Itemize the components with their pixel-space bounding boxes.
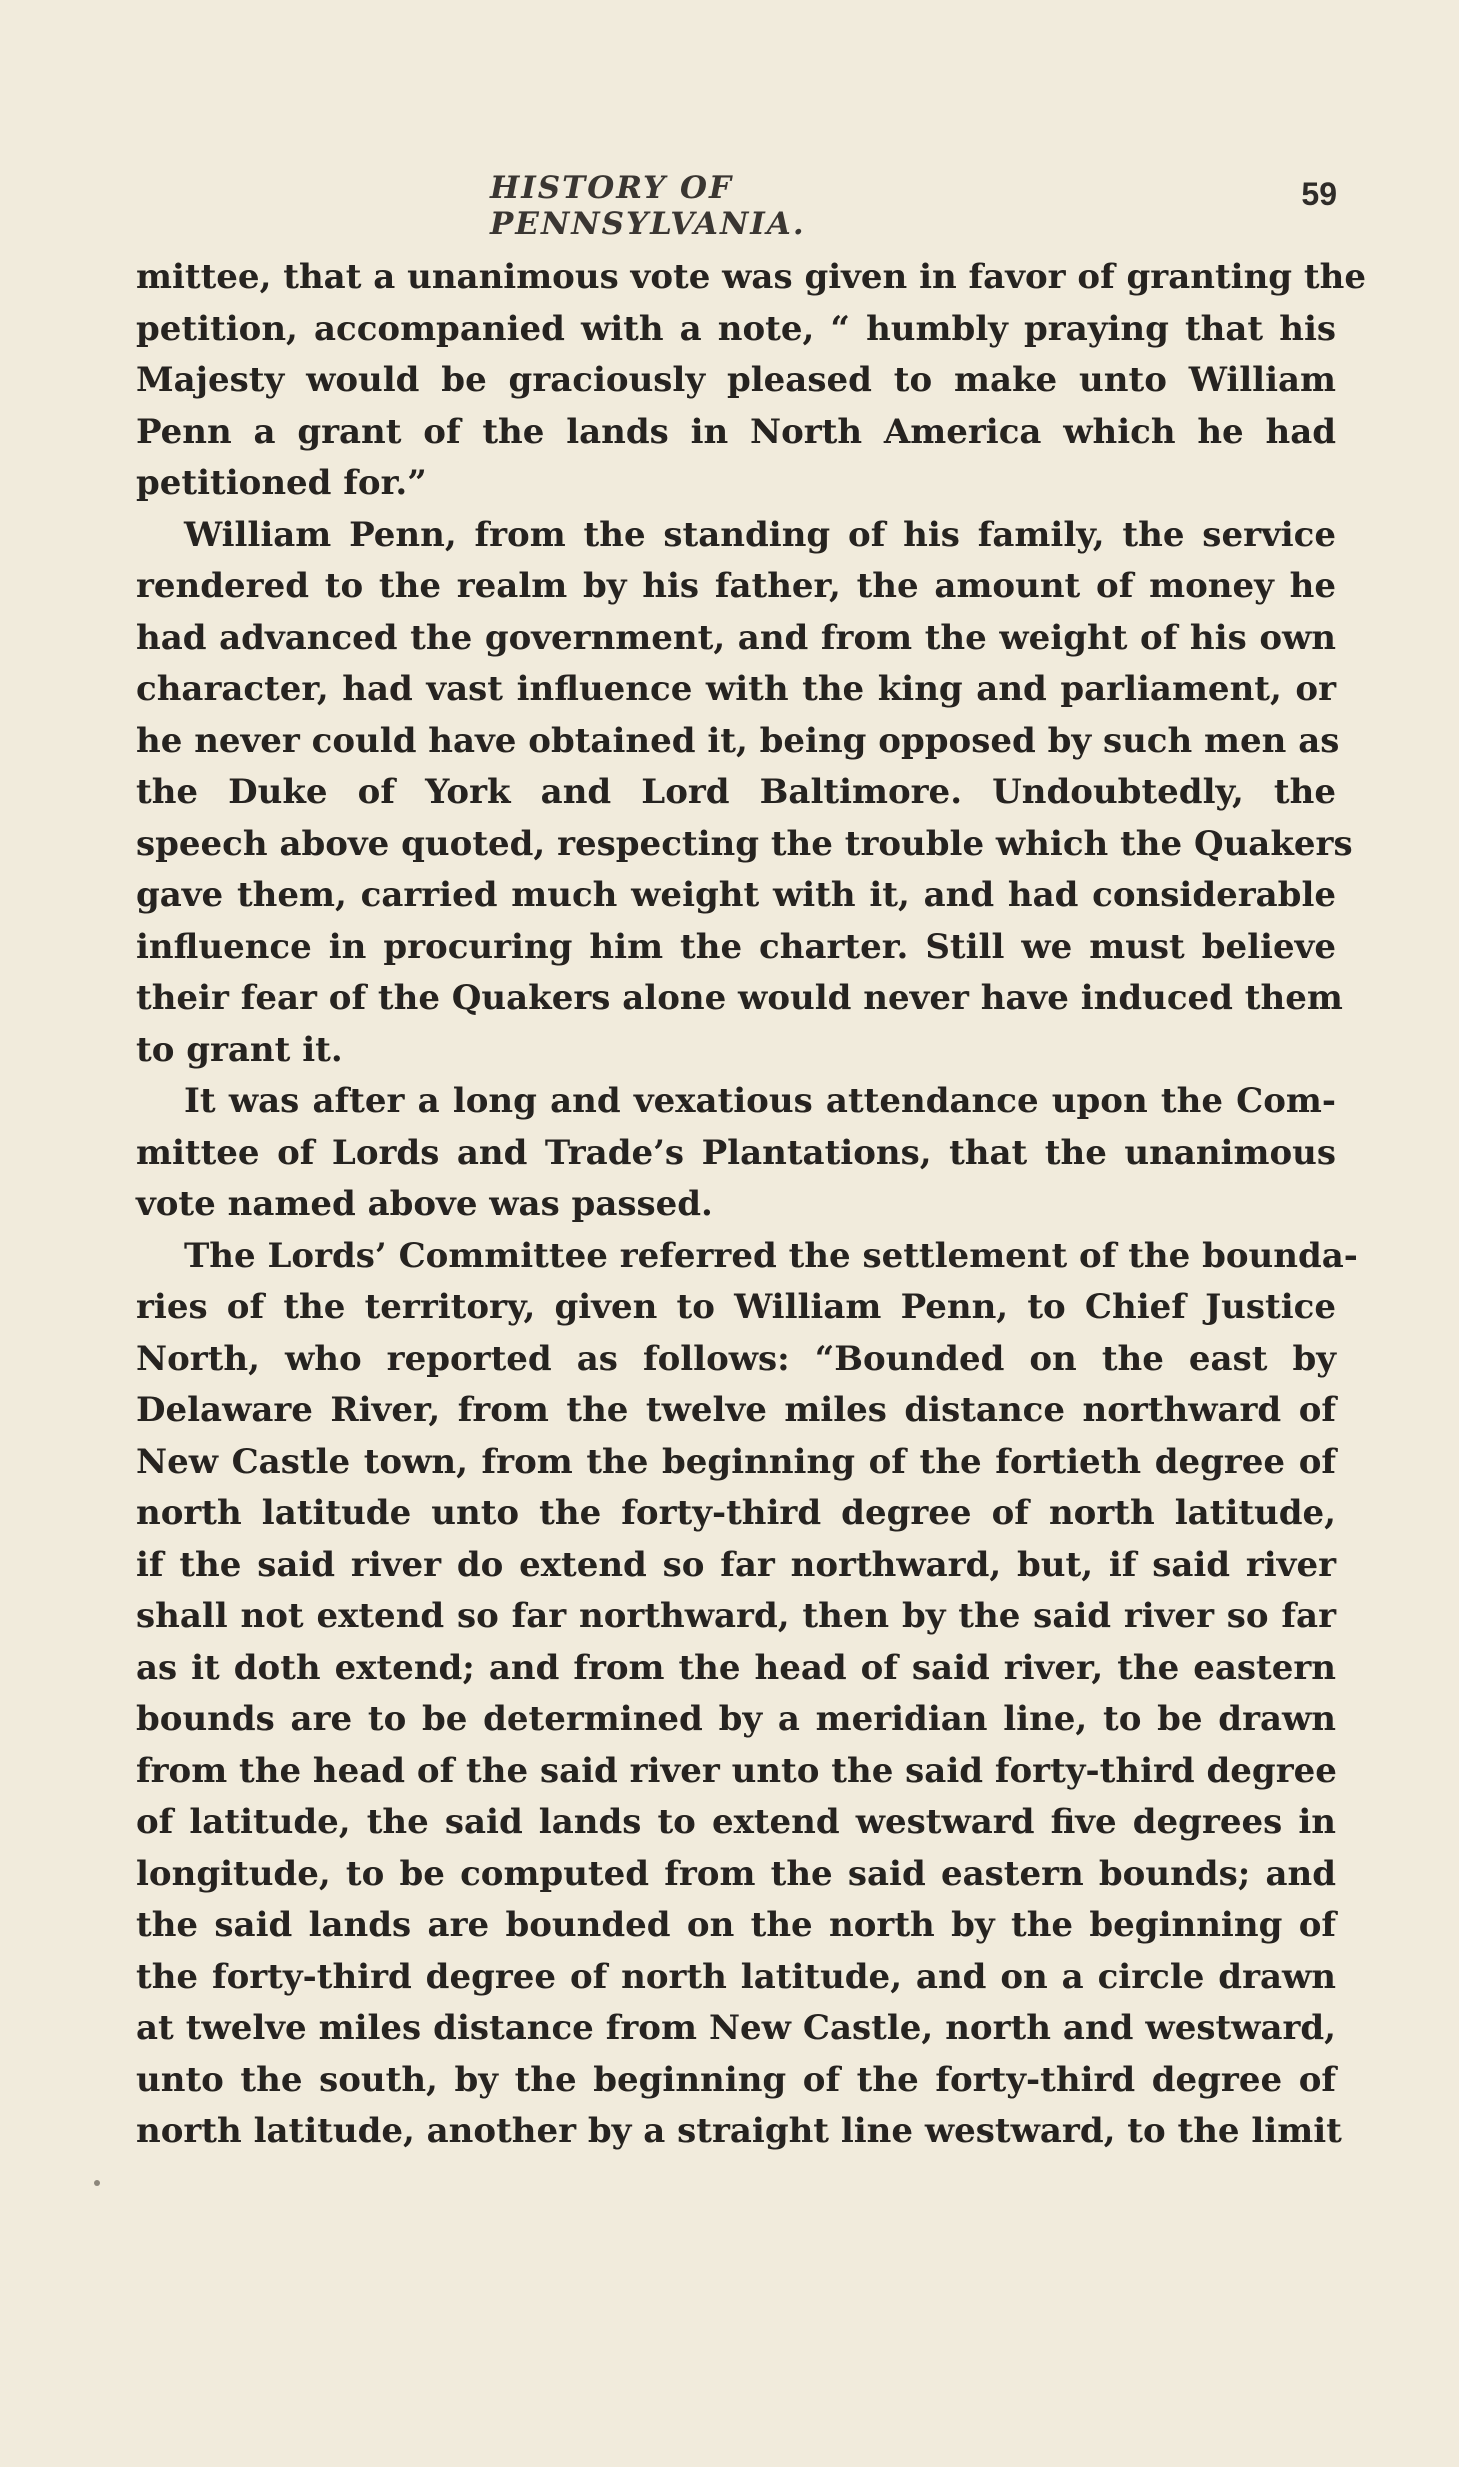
text-line: their fear of the Quakers alone would never have induced them [136, 978, 1343, 1018]
text-line: he never could have obtained it, being opposed by such men as [136, 720, 1340, 761]
body-text [136, 252, 1366, 2158]
text-line: ries of the territory, given to William Penn, to Chief Justice [136, 1287, 1336, 1327]
text-line: vote named above was passed. [136, 1184, 713, 1224]
text-line: at twelve miles distance from New Castle, north and westward, [136, 2008, 1336, 2048]
text-line: north latitude, another by a straight line westward, to the limit [136, 2111, 1342, 2151]
text-line: the Duke of York and Lord Baltimore. Undoubtedly, the [136, 772, 1336, 812]
text-line: bounds are to be determined by a meridian line, to be drawn [136, 1699, 1336, 1739]
text-line: gave them, carried much weight with it, and had considerable [136, 875, 1336, 915]
text-line: longitude, to be computed from the said eastern bounds; and [136, 1853, 1336, 1894]
text-line: Delaware River, from the twelve miles distance northward of [136, 1390, 1336, 1430]
text-line: the said lands are bounded on the north by the beginning of [136, 1905, 1336, 1945]
paragraph-start-line: It was after a long and vexatious attendance upon the Com- [184, 1081, 1336, 1121]
text-line: mittee, that a unanimous vote was given in favor of granting the [136, 257, 1366, 297]
text-line: North, who reported as follows: “Bounded on the east by [136, 1338, 1336, 1379]
page-speck [94, 2180, 100, 2186]
text-line: north latitude unto the forty-third degree of north latitude, [136, 1493, 1336, 1533]
text-line: if the said river do extend so far northward, but, if said river [136, 1544, 1336, 1585]
text-line: petitioned for.” [136, 463, 427, 503]
text-line: rendered to the realm by his father, the amount of money he [136, 566, 1336, 606]
paragraph-start-line: The Lords’ Committee referred the settlement of the bounda- [184, 1235, 1358, 1276]
text-line: influence in procuring him the charter. Still we must believe [136, 926, 1336, 967]
text-line: character, had vast influence with the king and parliament, or [136, 669, 1336, 709]
text-line: unto the south, by the beginning of the forty-third degree of [136, 2059, 1336, 2100]
text-line: shall not extend so far northward, then by the said river so far [136, 1596, 1336, 1636]
text-line: speech above quoted, respecting the trouble which the Quakers [136, 823, 1353, 864]
page-number: 59 [1301, 176, 1337, 212]
text-line: the forty-third degree of north latitude, and on a circle drawn [136, 1956, 1336, 1997]
paragraph-start-line: William Penn, from the standing of his family, the service [184, 514, 1336, 555]
text-line: from the head of the said river unto the said forty-third degree [136, 1750, 1337, 1791]
text-line: of latitude, the said lands to extend westward five degrees in [136, 1802, 1336, 1842]
text-line: had advanced the government, and from the weight of his own [136, 617, 1336, 658]
text-line: as it doth extend; and from the head of said river, the eastern [136, 1647, 1336, 1688]
text-line: petition, accompanied with a note, “ humbly praying that his [136, 308, 1336, 349]
text-line: New Castle town, from the beginning of the fortieth degree of [136, 1441, 1336, 1482]
text-line: mittee of Lords and Trade’s Plantations, that the unanimous [136, 1132, 1336, 1173]
running-title: HISTORY OF PENNSYLVANIA. [490, 170, 806, 242]
text-line: to grant it. [136, 1029, 343, 1070]
text-line: Majesty would be graciously pleased to make unto William [136, 360, 1336, 400]
text-line: Penn a grant of the lands in North America which he had [136, 411, 1336, 452]
